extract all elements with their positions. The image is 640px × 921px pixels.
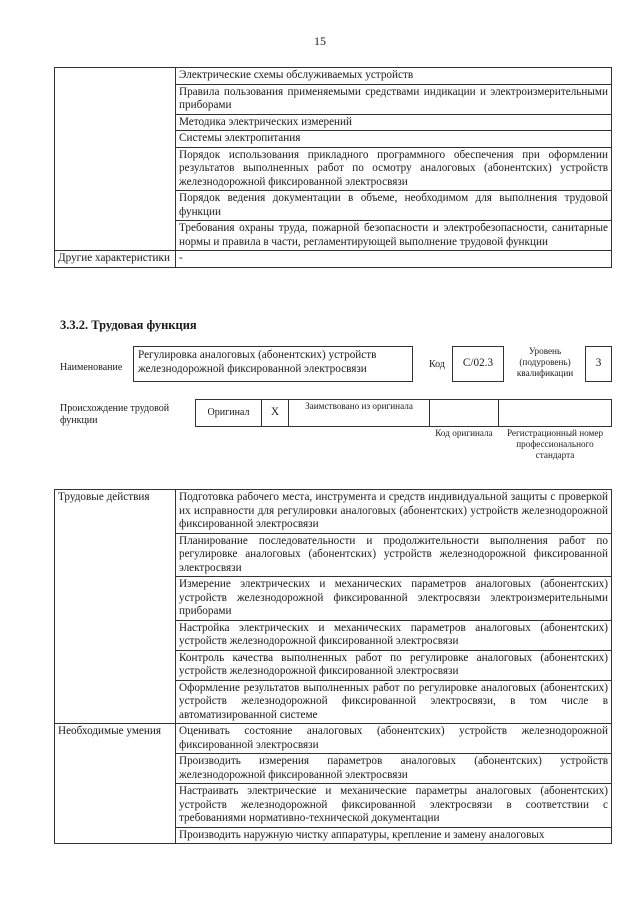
original-mark: X [261,399,289,427]
required-skill-item: Настраивать электрические и механические параметры аналоговых (абонентских) устройств железнодорожной фиксированной электросвязи в соответствии с требованиями нормативно-технической документации [176,784,612,828]
required-skill-item: Производить наружную чистку аппаратуры, крепление и замену аналоговых [176,827,612,844]
labor-action-item: Планирование последовательности и продолжительности выполнения работ по регулировке аналоговых (абонентских) устройств железнодорожной фиксированной электросвязи [176,533,612,577]
section-heading: 3.3.2. Трудовая функция [60,318,197,332]
labor-action-item: Контроль качества выполненных работ по регулировке аналоговых (абонентских) устройств железнодорожной фиксированной электросвязи [176,650,612,680]
level-label: Уровень (подуровень) квалификации [516,346,574,378]
labor-action-item: Настройка электрических и механических параметров аналоговых (абонентских) устройств железнодорожной фиксированной электросвязи [176,620,612,650]
knowledge-label-cell [55,68,176,251]
registration-number-caption: Регистрационный номер профессионального стандарта [506,428,604,460]
labor-action-item: Оформление результатов выполненных работ по регулировке аналоговых (абонентских) устройств железнодорожной фиксированной электросвязи, в том числе в автоматизированной системе [176,680,612,724]
qualification-level: 3 [585,346,612,382]
other-characteristics-value: - [176,251,612,268]
knowledge-item: Методика электрических измерений [176,114,612,131]
labor-action-item: Подготовка рабочего места, инструмента и средств индивидуальной защиты с проверкой их исправности для регулировки аналоговых (абонентских) устройств железнодорожной фиксированной электросвязи [176,490,612,534]
original-label: Оригинал [195,399,262,427]
registration-number-cell [498,399,612,427]
knowledge-table [54,67,612,268]
other-characteristics-label: Другие характеристики [55,251,176,268]
required-skill-item: Производить измерения параметров аналоговых (абонентских) устройств железнодорожной фиксированной электросвязи [176,754,612,784]
code-label: Код [429,359,445,370]
knowledge-item: Электрические схемы обслуживаемых устройств [176,68,612,85]
knowledge-item: Порядок использования прикладного программного обеспечения при оформлении результатов выполненных работ по осмотру аналоговых (абонентских) устройств железнодорожной фиксированной электросвязи [176,147,612,191]
required-skills-label: Необходимые умения [55,724,176,844]
labor-actions-table [54,489,612,844]
labor-actions-label: Трудовые действия [55,490,176,724]
origin-label: Происхождение трудовой функции [60,403,170,426]
knowledge-item: Правила пользования применяемыми средствами индикации и электроизмерительными приборами [176,84,612,114]
name-label: Наименование [60,362,123,373]
original-code-cell [429,399,499,427]
required-skill-item: Оценивать состояние аналоговых (абонентских) устройств железнодорожной фиксированной электросвязи [176,724,612,754]
labor-action-item: Измерение электрических и механических параметров аналоговых (абонентских) устройств железнодорожной фиксированной электросвязи электроизмерительными приборами [176,577,612,621]
knowledge-item: Требования охраны труда, пожарной безопасности и электробезопасности, санитарные нормы и правила в части, регламентирующей выполнение трудовой функции [176,221,612,251]
original-code-caption: Код оригинала [435,428,493,438]
knowledge-item: Системы электропитания [176,131,612,148]
function-code: С/02.3 [452,346,504,382]
function-name: Регулировка аналоговых (абонентских) устройств железнодорожной фиксированной электросвязи [133,346,413,382]
knowledge-item: Порядок ведения документации в объеме, необходимом для выполнения трудовой функции [176,191,612,221]
page-number: 15 [314,34,326,48]
borrowed-label: Заимствовано из оригинала [288,399,430,427]
